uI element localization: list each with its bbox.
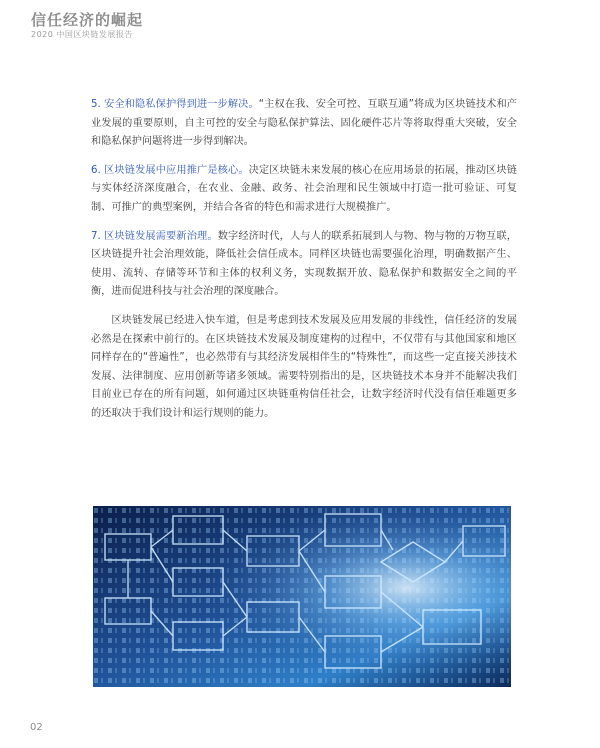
header-subtitle: 2020 中国区块链发展报告 — [31, 30, 133, 39]
paragraph-governance — [91, 228, 517, 302]
paragraph-application — [91, 162, 517, 218]
paragraph-conclusion — [91, 312, 517, 424]
page-number: 02 — [30, 722, 43, 733]
paragraph-text: 决定区块链未来发展的核心在应用场景的拓展，推动区块链与实体经济深度融合，在农业、金融、政务、社会治理和民生领域中打造一批可验证、可复制、可推广的典型案例，并结合各省的特色和需求进行大规模推广。 — [91, 164, 517, 213]
paragraph-lead: 7. 区块链发展需要新治理。 — [91, 230, 218, 242]
flowchart-illustration — [93, 506, 511, 687]
paragraph-text: “主权在我、安全可控、互联互通”将成为区块链技术和产业发展的重要原则，自主可控的安全与隐私保护算法、固化硬件芯片等将取得重大突破，安全和隐私保护问题将进一步得到解决。 — [91, 99, 517, 148]
paragraph-text: 数字经济时代，人与人的联系拓展到人与物、物与物的万物互联，区块链提升社会治理效能，降低社会信任成本。同样区块链也需要强化治理，明确数据产生、使用、流转、存储等环节和主体的权利义务，实现数据开放、隐私保护和数据安全之间的平衡，进而促进科技与社会治理的深度融合。 — [91, 230, 517, 298]
header-title: 信任经济的崛起 — [31, 11, 144, 29]
paragraph-lead: 5. 安全和隐私保护得到进一步解决。 — [91, 99, 259, 110]
body-text — [91, 96, 517, 434]
paragraph-text: 区块链发展已经进入快车道，但是考虑到技术发展及应用发展的非线性，信任经济的发展必然是在探索中前行的。在区块链技术发展及制度建构的过程中，不仅带有与其他国家和地区同样存在的“普遍性”，也必然带有与其经济发展相伴生的“特殊性”，而这些一定直接关涉技术发展、法律制度、应用创新等诸多领域。需要特别指出的是，区块链技术本身并不能解决我们目前业已存在的所有问题，如何通过区块链重构信任社会，让数字经济时代没有信任难题更多的还取决于我们设计和运行规则的能力。 — [91, 314, 517, 419]
flowchart-icon — [93, 506, 511, 687]
paragraph-lead: 6. 区块链发展中应用推广是核心。 — [91, 164, 249, 176]
paragraph-security — [91, 96, 517, 152]
